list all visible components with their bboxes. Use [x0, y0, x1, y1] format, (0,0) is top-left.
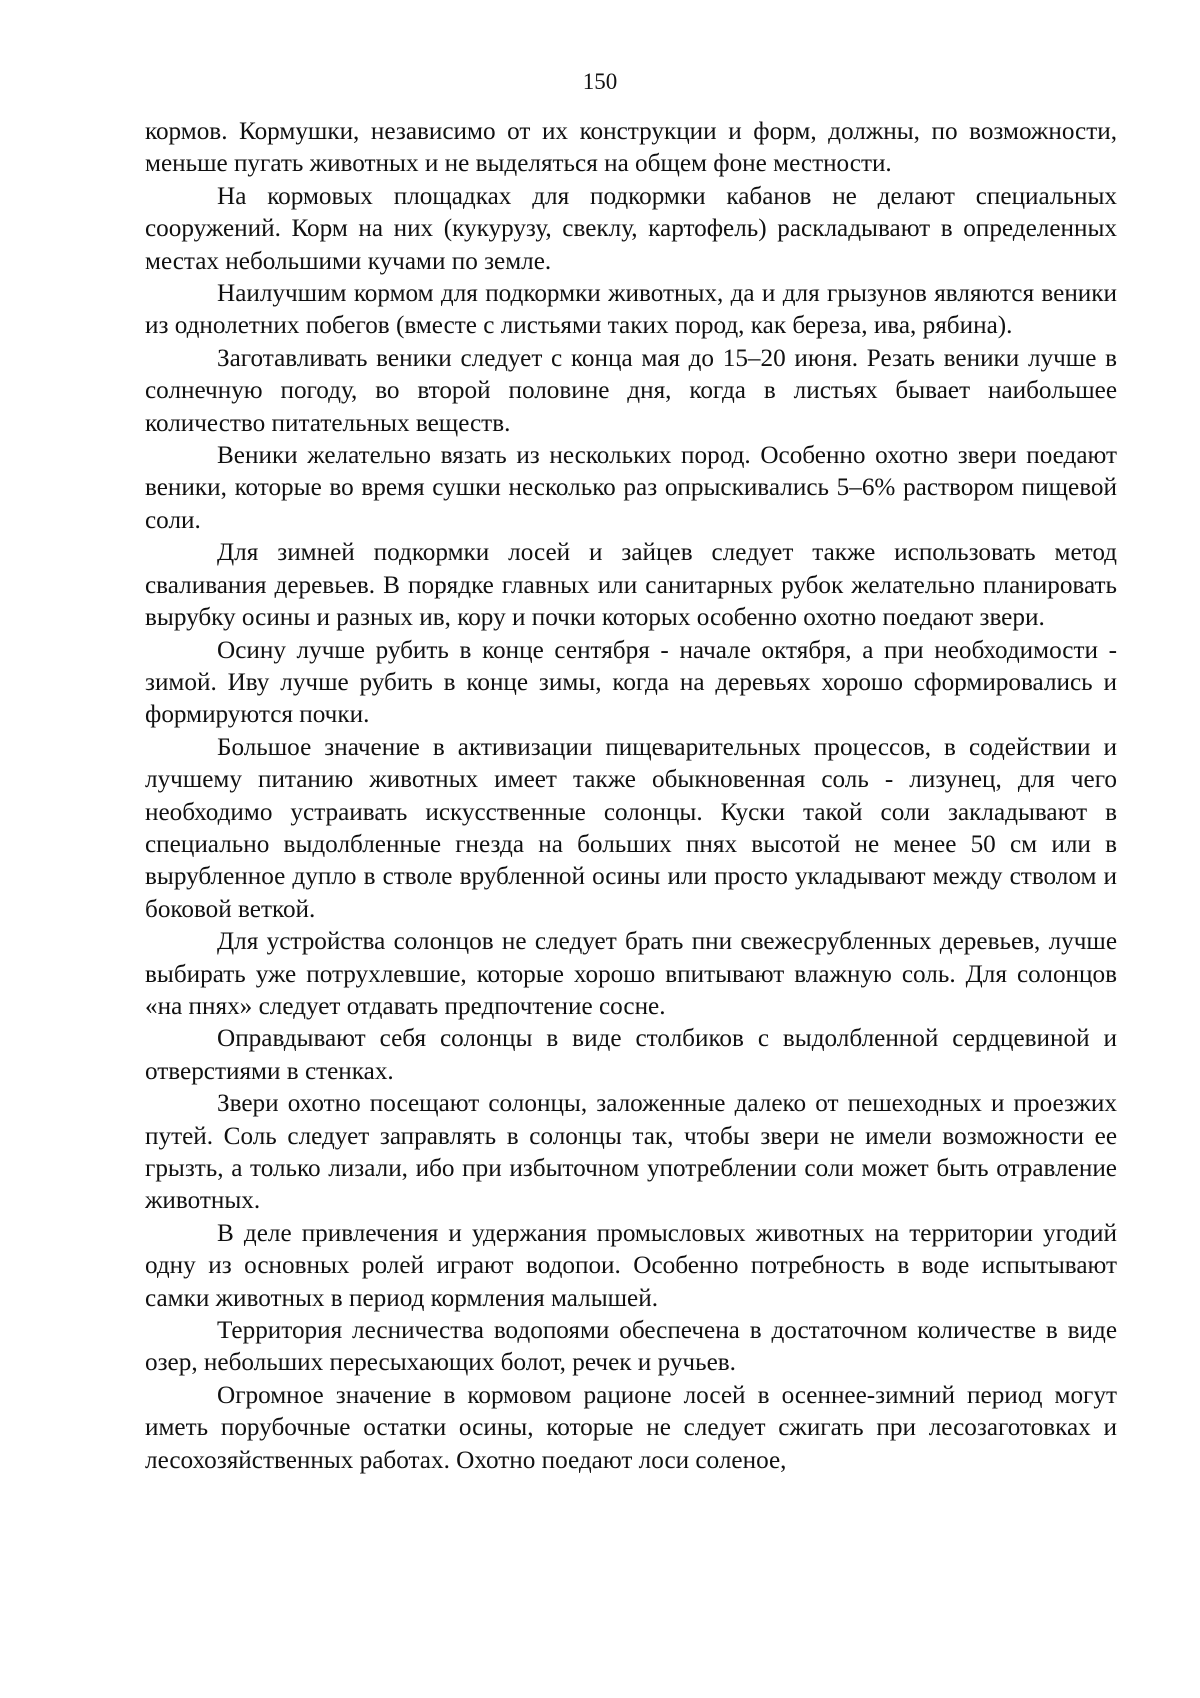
paragraph: Для устройства солонцов не следует брать пни свежесрубленных деревьев, лучше выбирать уже потрухлевшие, которые хорошо впитывают влажную соль. Для солонцов «на пнях» следует отдавать предпочтение сосне.	[145, 928, 1117, 1020]
paragraph: Звери охотно посещают солонцы, заложенные далеко от пешеходных и проезжих путей. Соль следует заправлять в солонцы так, чтобы звери не имели возможности ее грызть, а только лизали, ибо при избыточном употреблении соли может быть отравление животных.	[145, 1090, 1117, 1215]
paragraph: Огромное значение в кормовом рационе лосей в осеннее-зимний период могут иметь порубочные остатки осины, которые не следует сжигать при лесозаготовках и лесохозяйственных работах. Охотно поедают лоси соленое,	[145, 1381, 1117, 1474]
page-number: 150	[582, 69, 618, 94]
paragraph: В деле привлечения и удержания промысловых животных на территории угодий одну из основных ролей играют водопои. Особенно потребность в воде испытывают самки животных в период кормления малышей.	[145, 1219, 1117, 1312]
paragraph: Оправдывают себя солонцы в виде столбиков с выдолбленной сердцевиной и отверстиями в стенках.	[145, 1025, 1117, 1085]
body-text	[145, 116, 1117, 1477]
paragraph: Большое значение в активизации пищеварительных процессов, в содействии и лучшему питанию животных имеет также обыкновенная соль - лизунец, для чего необходимо устраивать искусственные солонцы. Куски такой соли закладывают в специально выдолбленные гнезда на больших пнях высотой не менее 50 см или в вырубленное дупло в стволе врубленной осины или просто укладывают между стволом и боковой веткой.	[145, 733, 1117, 923]
paragraph: кормов. Кормушки, независимо от их конструкции и форм, должны, по возможности, меньше пугать животных и не выделяться на общем фоне местности.	[145, 118, 1117, 178]
paragraph: На кормовых площадках для подкормки кабанов не делают специальных сооружений. Корм на них (кукурузу, свеклу, картофель) раскладывают в определенных местах небольшими кучами по земле.	[145, 182, 1117, 275]
paragraph: Территория лесничества водопоями обеспечена в достаточном количестве в виде озер, небольших пересыхающих болот, речек и ручьев.	[145, 1317, 1117, 1377]
paragraph: Заготавливать веники следует с конца мая до 15–20 июня. Резать веники лучше в солнечную погоду, во второй половине дня, когда в листьях бывает наибольшее количество питательных веществ.	[145, 344, 1117, 437]
paragraph: Наилучшим кормом для подкормки животных, да и для грызунов являются веники из однолетних побегов (вместе с листьями таких пород, как береза, ива, рябина).	[145, 280, 1117, 340]
paragraph: Осину лучше рубить в конце сентября - начале октября, а при необходимости - зимой. Иву лучше рубить в конце зимы, когда на деревьях хорошо сформировались и формируются почки.	[145, 636, 1117, 729]
paragraph: Для зимней подкормки лосей и зайцев следует также использовать метод сваливания деревьев. В порядке главных или санитарных рубок желательно планировать вырубку осины и разных ив, кору и почки которых особенно охотно поедают звери.	[145, 539, 1117, 632]
paragraph: Веники желательно вязать из нескольких пород. Особенно охотно звери поедают веники, которые во время сушки несколько раз опрыскивались 5–6% раствором пищевой соли.	[145, 442, 1117, 534]
